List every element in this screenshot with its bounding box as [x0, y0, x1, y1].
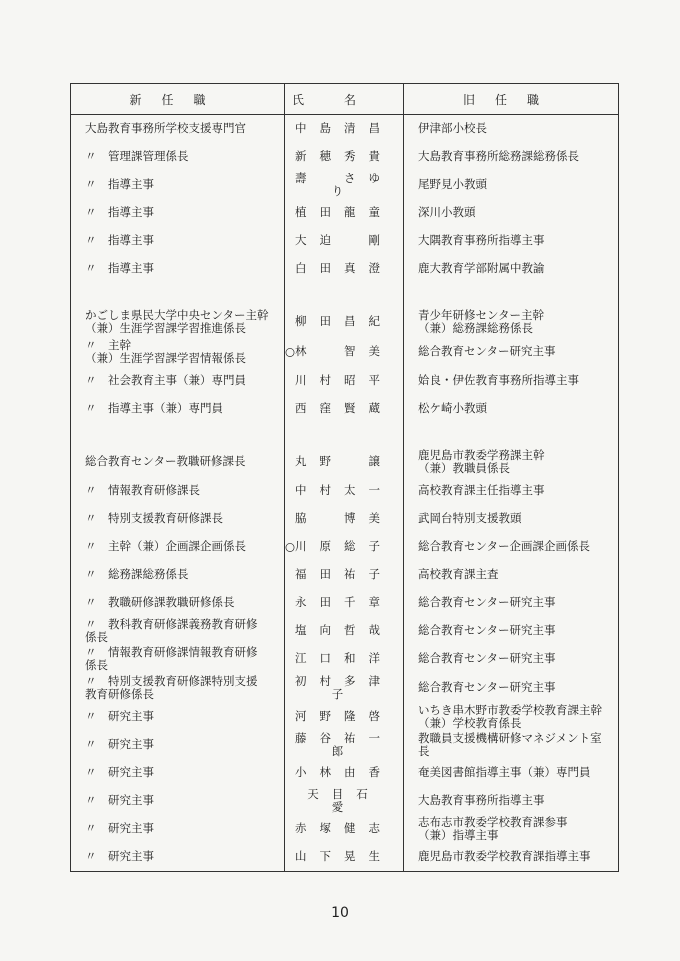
new-post-cell	[71, 423, 285, 447]
name-cell	[285, 171, 404, 199]
person-name: 中島清昌	[295, 121, 393, 136]
person-name: 初村多津子	[295, 673, 393, 701]
new-post-cell: 〃 研究主事	[71, 759, 285, 787]
new-post-cell: 大島教育事務所学校支援専門官	[71, 115, 285, 143]
table-row	[71, 227, 619, 255]
name-cell	[285, 703, 404, 731]
person-name: 中村太一	[295, 483, 393, 497]
previous-post-cell: 奄美図書館指導主事（兼）専門員	[404, 759, 619, 787]
name-cell	[285, 617, 404, 645]
previous-post-cell: 高校教育課主査	[404, 561, 619, 589]
new-post-cell: 〃 指導主事	[71, 199, 285, 227]
person-name: 江口和洋	[295, 651, 393, 665]
previous-post-cell: 青少年研修センター主幹 （兼）総務課総務係長	[404, 307, 619, 337]
table-row	[71, 255, 619, 283]
table-row	[71, 645, 619, 673]
previous-post-cell: 伊津部小校長	[404, 115, 619, 143]
new-post-cell: 〃 研究主事	[71, 815, 285, 843]
person-name: 脇 博美	[295, 511, 393, 525]
person-name: 山下晃生	[295, 849, 393, 864]
table-row	[71, 673, 619, 703]
new-post-cell: 〃 指導主事	[71, 255, 285, 283]
table-row	[71, 589, 619, 617]
table-row	[71, 815, 619, 843]
previous-post-cell: 鹿大教育学部附属中教諭	[404, 255, 619, 283]
previous-post-cell: 大隅教育事務所指導主事	[404, 227, 619, 255]
name-cell	[285, 283, 404, 307]
person-name: 河野隆啓	[295, 709, 393, 723]
name-cell	[285, 199, 404, 227]
previous-post-cell: 総合教育センター研究主事	[404, 673, 619, 703]
table-row	[71, 843, 619, 872]
new-post-cell: 〃 総務課総務係長	[71, 561, 285, 589]
person-name: 永田千章	[295, 595, 393, 609]
table-row	[71, 283, 619, 307]
previous-post-cell: 教職員支援機構研修マネジメント室 長	[404, 731, 619, 759]
person-name: 大迫 剛	[295, 233, 393, 247]
table-row	[71, 505, 619, 533]
person-name: 新穂秀貴	[295, 149, 393, 163]
name-cell	[285, 423, 404, 447]
new-post-cell: 〃 教職研修課教職研修係長	[71, 589, 285, 617]
new-post-cell: 〃 研究主事	[71, 787, 285, 815]
person-name: 西窪賢蔵	[295, 400, 393, 415]
personnel-table	[70, 83, 619, 872]
previous-post-cell: 総合教育センター研究主事	[404, 617, 619, 645]
name-cell	[285, 367, 404, 394]
table-row	[71, 561, 619, 589]
person-name: 小林由香	[295, 765, 393, 779]
new-post-cell: 〃 特別支援教育研修課特別支援 教育研修係長	[71, 673, 285, 703]
name-cell	[285, 533, 404, 561]
table-row	[71, 477, 619, 505]
previous-post-cell: 鹿児島市教委学務課主幹 （兼）教職員係長	[404, 447, 619, 477]
previous-post-cell: 総合教育センター研究主事	[404, 589, 619, 617]
name-cell	[285, 447, 404, 477]
name-cell	[285, 255, 404, 283]
new-post-cell: 〃 情報教育研修課情報教育研修 係長	[71, 645, 285, 673]
previous-post-cell: 総合教育センター研究主事	[404, 645, 619, 673]
table-row	[71, 143, 619, 171]
name-cell	[285, 645, 404, 673]
new-post-cell: 〃 指導主事（兼）専門員	[71, 394, 285, 423]
header-previous-post: 旧任職	[404, 84, 619, 115]
table-row	[71, 394, 619, 423]
table-row	[71, 199, 619, 227]
new-post-cell: 〃 主幹 （兼）生涯学習課学習情報係長	[71, 337, 285, 367]
name-cell	[285, 561, 404, 589]
person-name: 林 智美	[295, 344, 393, 358]
page-number: 10	[331, 905, 349, 921]
previous-post-cell	[404, 423, 619, 447]
previous-post-cell: いちき串木野市教委学校教育課主幹 （兼）学校教育係長	[404, 703, 619, 731]
person-name: 丸野 譲	[295, 454, 393, 468]
new-post-cell: 〃 教科教育研修課義務教育研修 係長	[71, 617, 285, 645]
table-row	[71, 171, 619, 199]
new-post-cell: 〃 情報教育研修課長	[71, 477, 285, 505]
previous-post-cell: 総合教育センター研究主事	[404, 337, 619, 367]
previous-post-cell: 大島教育事務所指導主事	[404, 787, 619, 815]
name-cell	[285, 759, 404, 787]
person-name: 福田祐子	[295, 567, 393, 581]
table-row	[71, 447, 619, 477]
name-cell	[285, 227, 404, 255]
previous-post-cell: 姶良・伊佐教育事務所指導主事	[404, 367, 619, 394]
new-post-cell: 〃 社会教育主事（兼）専門員	[71, 367, 285, 394]
new-post-cell: 〃 指導主事	[71, 171, 285, 199]
new-post-cell: 〃 主幹（兼）企画課企画係長	[71, 533, 285, 561]
table-row	[71, 759, 619, 787]
name-cell	[285, 815, 404, 843]
person-name: 柳田昌紀	[295, 314, 393, 328]
person-name: 白田真澄	[295, 261, 393, 275]
previous-post-cell	[404, 283, 619, 307]
new-post-cell: 〃 研究主事	[71, 703, 285, 731]
table-row	[71, 787, 619, 815]
new-post-cell: 総合教育センター教職研修課長	[71, 447, 285, 477]
name-cell	[285, 115, 404, 143]
previous-post-cell: 鹿児島市教委学校教育課指導主事	[404, 843, 619, 872]
table-row	[71, 115, 619, 143]
name-cell	[285, 589, 404, 617]
previous-post-cell: 深川小教頭	[404, 199, 619, 227]
previous-post-cell: 志布志市教委学校教育課参事 （兼）指導主事	[404, 815, 619, 843]
table-row	[71, 423, 619, 447]
name-cell	[285, 143, 404, 171]
previous-post-cell: 高校教育課主任指導主事	[404, 477, 619, 505]
new-post-cell	[71, 283, 285, 307]
name-cell	[285, 505, 404, 533]
name-cell	[285, 673, 404, 703]
name-cell	[285, 307, 404, 337]
previous-post-cell: 尾野見小教頭	[404, 171, 619, 199]
new-post-cell: かごしま県民大学中央センター主幹 （兼）生涯学習課学習推進係長	[71, 307, 285, 337]
person-name: 塩向哲哉	[295, 623, 393, 637]
name-cell	[285, 787, 404, 815]
previous-post-cell: 総合教育センター企画課企画係長	[404, 533, 619, 561]
person-name: 壽 さゆり	[295, 170, 393, 198]
table-row	[71, 617, 619, 645]
table-row	[71, 307, 619, 337]
name-cell	[285, 337, 404, 367]
circle-mark: ○	[285, 539, 296, 553]
new-post-cell: 〃 指導主事	[71, 227, 285, 255]
name-cell	[285, 394, 404, 423]
new-post-cell: 〃 管理課管理係長	[71, 143, 285, 171]
table-header-row	[71, 84, 619, 115]
header-new-post: 新任職	[71, 84, 285, 115]
previous-post-cell: 大島教育事務所総務課総務係長	[404, 143, 619, 171]
new-post-cell: 〃 研究主事	[71, 843, 285, 872]
table-row	[71, 703, 619, 731]
table-row	[71, 533, 619, 561]
name-cell	[285, 731, 404, 759]
table-row	[71, 731, 619, 759]
person-name: 藤谷祐一郎	[295, 730, 393, 758]
name-cell	[285, 843, 404, 872]
new-post-cell: 〃 研究主事	[71, 731, 285, 759]
circle-mark: ○	[285, 344, 296, 358]
table-row	[71, 337, 619, 367]
person-name: 川村昭平	[295, 372, 393, 387]
person-name: 天目石 愛	[307, 786, 406, 814]
person-name: 植田龍童	[295, 205, 393, 219]
name-cell	[285, 477, 404, 505]
table-row	[71, 367, 619, 394]
new-post-cell: 〃 特別支援教育研修課長	[71, 505, 285, 533]
header-name: 氏名	[285, 84, 404, 115]
person-name: 川原総子	[295, 539, 393, 553]
previous-post-cell: 武岡台特別支援教頭	[404, 505, 619, 533]
person-name: 赤塚健志	[295, 821, 393, 835]
previous-post-cell: 松ケ崎小教頭	[404, 394, 619, 423]
